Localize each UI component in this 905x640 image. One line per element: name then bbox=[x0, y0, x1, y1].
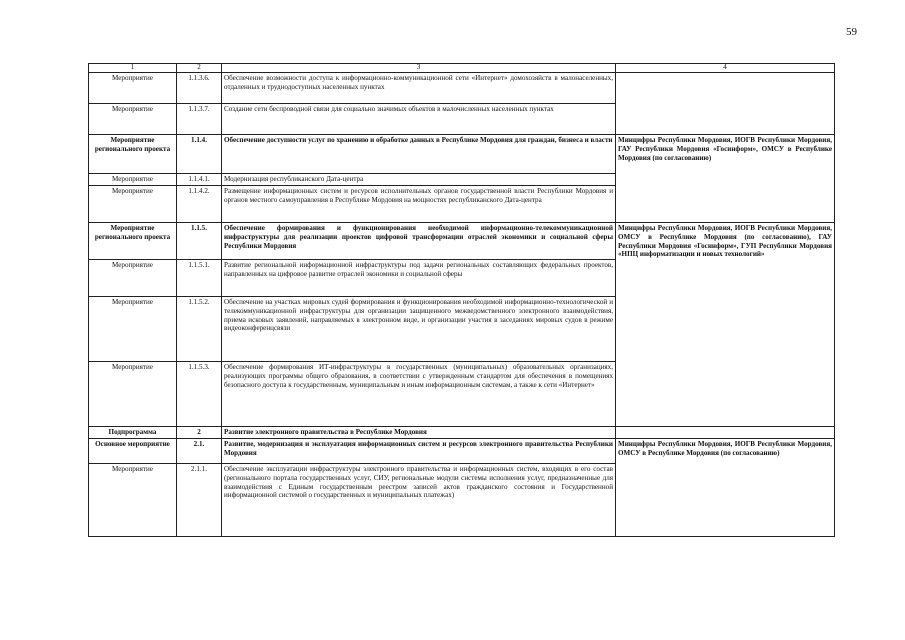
row-type: Мероприятие bbox=[89, 72, 177, 103]
table-row bbox=[89, 72, 835, 103]
responsible-executors: Минцифры Республики Мордовия, ИОГВ Республики Мордовия, ОМСУ в Республике Мордовия (по согласованию) bbox=[616, 438, 835, 536]
row-code: 2.1. bbox=[177, 438, 222, 463]
column-numbers-row bbox=[89, 64, 835, 73]
row-type: Мероприятие bbox=[89, 185, 177, 222]
row-type: Подпрограмма bbox=[89, 426, 177, 438]
row-text: Создание сети беспроводной связи для социально значимых объектов в малочисленных населенных пунктах bbox=[222, 103, 616, 134]
row-code: 1.1.5.2. bbox=[177, 296, 222, 361]
row-text: Обеспечение доступности услуг по хранению и обработке данных в Республике Мордовия для граждан, бизнеса и власти bbox=[222, 134, 616, 173]
row-code: 1.1.3.7. bbox=[177, 103, 222, 134]
row-code: 1.1.5.3. bbox=[177, 361, 222, 426]
table-row bbox=[89, 438, 835, 463]
responsible-empty bbox=[616, 426, 835, 438]
table-row bbox=[89, 134, 835, 173]
column-number: 4 bbox=[616, 64, 835, 73]
page-number: 59 bbox=[846, 26, 857, 38]
column-number: 1 bbox=[89, 64, 177, 73]
row-code: 1.1.4.2. bbox=[177, 185, 222, 222]
row-code: 1.1.5. bbox=[177, 222, 222, 259]
responsible-executors: Минцифры Республики Мордовия, ИОГВ Республики Мордовия, ГАУ Республики Мордовия «Госинформ», ОМСУ в Республике Мордовия (по согласованию) bbox=[616, 134, 835, 222]
row-type: Мероприятие bbox=[89, 103, 177, 134]
row-type: Мероприятие регионального проекта bbox=[89, 134, 177, 173]
row-text: Обеспечение возможности доступа к информационно-коммуникационной сети «Интернет» домохозяйств в малонаселенных, отдаленных и труднодоступных населенных пунктах bbox=[222, 72, 616, 103]
row-code: 1.1.3.6. bbox=[177, 72, 222, 103]
row-text: Развитие электронного правительства в Республике Мордовия bbox=[222, 426, 616, 438]
row-text: Обеспечение формирования ИТ-инфраструктуры в государственных (муниципальных) образовательных организациях, реализующих программы общего образования, в соответствии с утвержденным стандартом для обеспечения в помещениях безопасного доступа к государственным, муниципальным и иным информационным системам, а также к сети «Интернет» bbox=[222, 361, 616, 426]
column-number: 3 bbox=[222, 64, 616, 73]
column-number: 2 bbox=[177, 64, 222, 73]
row-type: Мероприятие bbox=[89, 463, 177, 536]
row-text: Обеспечение эксплуатации инфраструктуры электронного правительства и информационных систем, входящих в его состав (регионального портала государственных услуг, СИУ, региональные модули системы исполнения услуг, предназначенные для взаимодействия с Единым государственным реестром записей актов гражданского состояния и Государственной информационной системой о государственных и муниципальных платежах) bbox=[222, 463, 616, 536]
row-code: 1.1.5.1. bbox=[177, 259, 222, 296]
table-row bbox=[89, 426, 835, 438]
row-text: Развитие, модернизация и эксплуатация информационных систем и ресурсов электронного правительства Республики Мордовия bbox=[222, 438, 616, 463]
row-text: Размещение информационных систем и ресурсов исполнительных органов государственной власти Республики Мордовия и органов местного самоуправления в Республике Мордовия на мощностях республиканского Дата-центра bbox=[222, 185, 616, 222]
row-text: Модернизация республиканского Дата-центра bbox=[222, 173, 616, 185]
row-code: 1.1.4.1. bbox=[177, 173, 222, 185]
row-code: 2.1.1. bbox=[177, 463, 222, 536]
row-type: Мероприятие регионального проекта bbox=[89, 222, 177, 259]
program-table bbox=[88, 63, 835, 537]
row-type: Основное мероприятие bbox=[89, 438, 177, 463]
responsible-executors: Минцифры Республики Мордовия, ИОГВ Республики Мордовия, ОМСУ в Республике Мордовия (по согласованию), ГАУ Республики Мордовия «Госинформ», ГУП Республики Мордовия «НПЦ информатизации и новых технологий» bbox=[616, 222, 835, 426]
row-code: 2 bbox=[177, 426, 222, 438]
row-text: Развитие региональной информационной инфраструктуры под задачи региональных составляющих федеральных проектов, направленных на цифровое развитие отраслей экономики и социальной сферы bbox=[222, 259, 616, 296]
row-type: Мероприятие bbox=[89, 173, 177, 185]
row-type: Мероприятие bbox=[89, 296, 177, 361]
row-text: Обеспечение формирования и функционирования необходимой информационно-телекоммуникационной инфраструктуры для реализации проектов цифровой трансформации отраслей экономики и социальной сферы Республики Мордовия bbox=[222, 222, 616, 259]
table-row bbox=[89, 222, 835, 259]
row-type: Мероприятие bbox=[89, 361, 177, 426]
row-text: Обеспечение на участках мировых судей формирования и функционирования необходимой информационно-технологической и телекоммуникационной инфраструктуры для организации защищенного межведомственного электронного взаимодействия, приема исковых заявлений, направляемых в электронном виде, и организации участия в заседаниях мировых судов в режиме видеоконференцсвязи bbox=[222, 296, 616, 361]
responsible-empty bbox=[616, 72, 835, 134]
row-type: Мероприятие bbox=[89, 259, 177, 296]
row-code: 1.1.4. bbox=[177, 134, 222, 173]
